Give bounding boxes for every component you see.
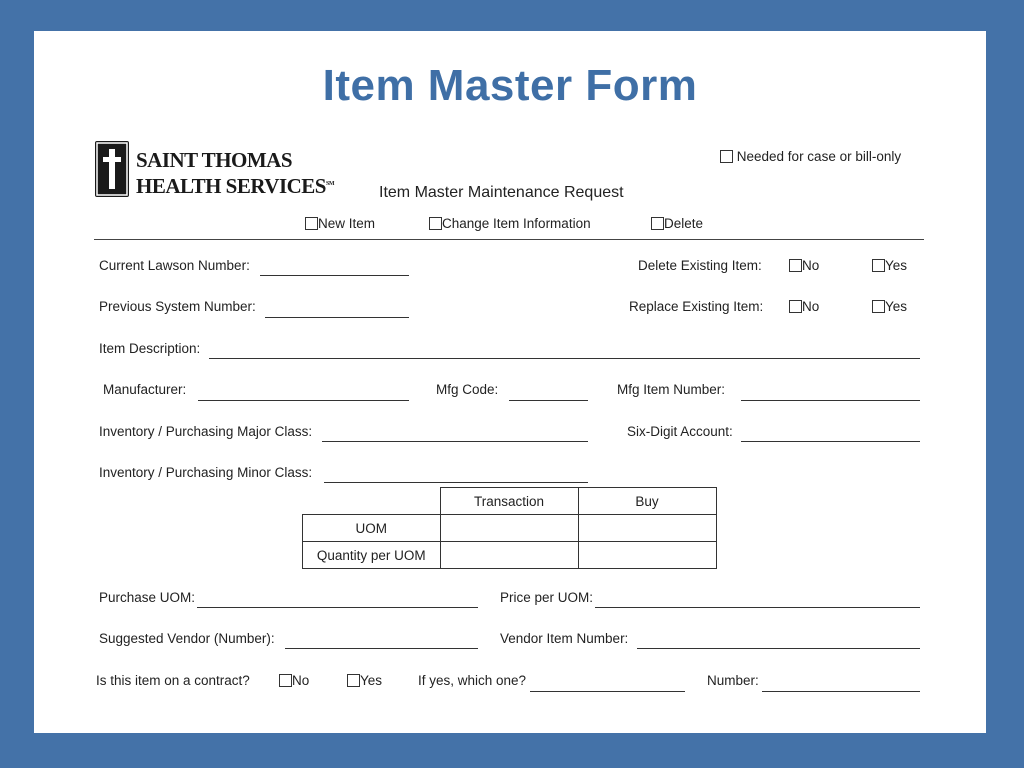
contract-no-checkbox[interactable]	[279, 674, 292, 687]
delete-existing-no-option[interactable]	[789, 258, 819, 273]
qty-per-uom-row-label: Quantity per UOM	[303, 542, 441, 569]
manufacturer-field[interactable]	[198, 399, 409, 401]
logo-line-2-text: HEALTH SERVICES	[136, 174, 326, 198]
slide-panel	[34, 31, 986, 733]
major-class-field[interactable]	[322, 440, 588, 442]
vendor-item-number-field[interactable]	[637, 647, 920, 649]
contract-yes-label: Yes	[360, 673, 383, 688]
uom-table	[302, 487, 717, 569]
replace-existing-yes-label: Yes	[885, 299, 908, 314]
minor-class-field[interactable]	[324, 481, 588, 483]
uom-table-corner	[303, 488, 441, 515]
delete-option[interactable]	[651, 216, 703, 231]
contract-which-field[interactable]	[530, 690, 685, 692]
change-item-label: Change Item Information	[442, 216, 591, 231]
major-class-label: Inventory / Purchasing Major Class:	[99, 424, 313, 439]
logo-line-2	[136, 172, 334, 198]
replace-existing-no-checkbox[interactable]	[789, 300, 802, 313]
replace-existing-yes-checkbox[interactable]	[872, 300, 885, 313]
new-item-option[interactable]	[305, 216, 375, 231]
replace-existing-no-option[interactable]	[789, 299, 819, 314]
uom-table-header	[303, 488, 717, 515]
logo-line-1: SAINT THOMAS	[136, 148, 293, 172]
current-lawson-field[interactable]	[260, 274, 409, 276]
cross-logo-icon	[95, 141, 129, 197]
price-per-uom-label: Price per UOM:	[500, 590, 594, 605]
previous-system-label: Previous System Number:	[99, 299, 256, 314]
uom-transaction-cell[interactable]	[440, 515, 578, 542]
logo-wordmark	[136, 148, 334, 198]
delete-existing-yes-label: Yes	[885, 258, 908, 273]
uom-buy-cell[interactable]	[578, 515, 716, 542]
contract-yes-option[interactable]	[347, 673, 382, 688]
uom-row-label: UOM	[303, 515, 441, 542]
new-item-label: New Item	[318, 216, 376, 231]
mfg-item-number-field[interactable]	[741, 399, 920, 401]
contract-number-label: Number:	[707, 673, 759, 688]
item-description-label: Item Description:	[99, 341, 201, 356]
current-lawson-label: Current Lawson Number:	[99, 258, 250, 273]
replace-existing-label: Replace Existing Item:	[629, 299, 764, 314]
uom-col-transaction: Transaction	[440, 488, 578, 515]
suggested-vendor-field[interactable]	[285, 647, 478, 649]
needed-for-case-option[interactable]	[720, 149, 901, 164]
contract-no-option[interactable]	[279, 673, 309, 688]
six-digit-account-label: Six-Digit Account:	[627, 424, 733, 439]
delete-existing-label: Delete Existing Item:	[638, 258, 762, 273]
if-yes-which-label: If yes, which one?	[418, 673, 527, 688]
manufacturer-label: Manufacturer:	[103, 382, 187, 397]
delete-existing-yes-checkbox[interactable]	[872, 259, 885, 272]
purchase-uom-label: Purchase UOM:	[99, 590, 196, 605]
delete-existing-yes-option[interactable]	[872, 258, 907, 273]
uom-col-buy: Buy	[578, 488, 716, 515]
minor-class-label: Inventory / Purchasing Minor Class:	[99, 465, 313, 480]
mfg-code-field[interactable]	[509, 399, 588, 401]
delete-checkbox[interactable]	[651, 217, 664, 230]
delete-label: Delete	[664, 216, 704, 231]
contract-no-label: No	[292, 673, 310, 688]
table-row	[303, 515, 717, 542]
replace-existing-no-label: No	[802, 299, 820, 314]
delete-existing-no-label: No	[802, 258, 820, 273]
qty-buy-cell[interactable]	[578, 542, 716, 569]
replace-existing-yes-option[interactable]	[872, 299, 907, 314]
vendor-item-number-label: Vendor Item Number:	[500, 631, 629, 646]
six-digit-account-field[interactable]	[741, 440, 920, 442]
header-divider	[94, 239, 924, 240]
item-description-field[interactable]	[209, 357, 920, 359]
qty-transaction-cell[interactable]	[440, 542, 578, 569]
new-item-checkbox[interactable]	[305, 217, 318, 230]
contract-number-field[interactable]	[762, 690, 920, 692]
form-subtitle: Item Master Maintenance Request	[379, 184, 624, 201]
previous-system-field[interactable]	[265, 316, 409, 318]
price-per-uom-field[interactable]	[595, 606, 920, 608]
item-master-form	[34, 31, 986, 733]
change-item-option[interactable]	[429, 216, 591, 231]
service-mark: SM	[325, 181, 334, 187]
purchase-uom-field[interactable]	[197, 606, 478, 608]
table-row	[303, 542, 717, 569]
delete-existing-no-checkbox[interactable]	[789, 259, 802, 272]
mfg-code-label: Mfg Code:	[436, 382, 499, 397]
needed-for-case-label: Needed for case or bill-only	[736, 149, 902, 164]
change-item-checkbox[interactable]	[429, 217, 442, 230]
slide-title: Item Master Form	[322, 61, 698, 110]
needed-for-case-checkbox[interactable]	[720, 150, 733, 163]
suggested-vendor-label: Suggested Vendor (Number):	[99, 631, 275, 646]
contract-yes-checkbox[interactable]	[347, 674, 360, 687]
contract-question-label: Is this item on a contract?	[96, 673, 250, 688]
mfg-item-number-label: Mfg Item Number:	[617, 382, 726, 397]
